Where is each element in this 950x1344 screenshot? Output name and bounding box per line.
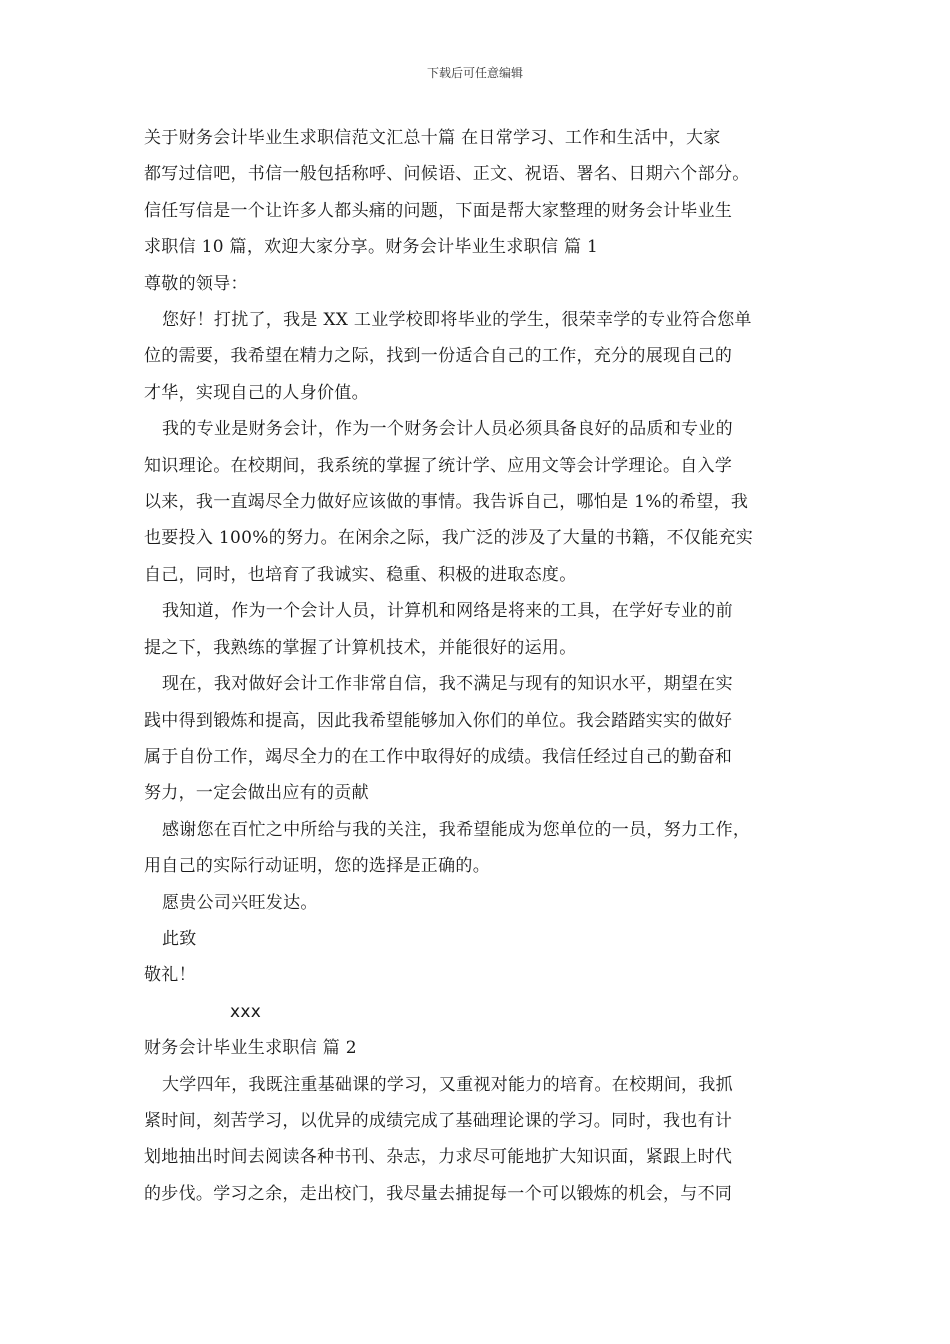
- body-line: 以来，我一直竭尽全力做好应该做的事情。我告诉自己，哪怕是 1%的希望，我: [144, 492, 749, 513]
- signature: xxx: [230, 1001, 262, 1022]
- body-line: 大学四年，我既注重基础课的学习，又重视对能力的培育。在校期间，我抓: [162, 1074, 733, 1095]
- body-line: 划地抽出时间去阅读各种书刊、杂志，力求尽可能地扩大知识面，紧跟上时代: [144, 1147, 733, 1168]
- title-line: 关于财务会计毕业生求职信范文汇总十篇 在日常学习、工作和生活中，大家: [144, 128, 721, 148]
- body-line: 属于自份工作，竭尽全力的在工作中取得好的成绩。我信任经过自己的勤奋和: [144, 746, 733, 767]
- body-line: 的步伐。学习之余，走出校门，我尽量去捕捉每一个可以锻炼的机会，与不同: [144, 1183, 733, 1204]
- body-line: 求职信 10 篇，欢迎大家分享。财务会计毕业生求职信 篇 1: [144, 237, 599, 258]
- body-line: 用自己的实际行动证明，您的选择是正确的。: [144, 856, 490, 877]
- salutation: 尊敬的领导：: [144, 273, 248, 294]
- body-line: 知识理论。在校期间，我系统的掌握了统计学、应用文等会计学理论。自入学: [144, 455, 733, 476]
- body-line: 践中得到锻炼和提高，因此我希望能够加入你们的单位。我会踏踏实实的做好: [144, 710, 733, 731]
- body-line: 信任写信是一个让许多人都头痛的问题，下面是帮大家整理的财务会计毕业生: [144, 200, 733, 221]
- body-line: 紧时间，刻苦学习，以优异的成绩完成了基础理论课的学习。同时，我也有计: [144, 1110, 733, 1131]
- body-line: 我的专业是财务会计，作为一个财务会计人员必须具备良好的品质和专业的: [162, 419, 733, 440]
- closing-salute: 敬礼！: [144, 965, 196, 986]
- document-body: [144, 120, 824, 1212]
- body-line: 也要投入 100%的努力。在闲余之际，我广泛的涉及了大量的书籍，不仅能充实: [144, 528, 754, 549]
- section-heading: 财务会计毕业生求职信 篇 2: [144, 1038, 357, 1059]
- body-line: 提之下，我熟练的掌握了计算机技术，并能很好的运用。: [144, 637, 577, 658]
- page-header-note: 下载后可任意编辑: [426, 66, 523, 80]
- body-line: 位的需要，我希望在精力之际，找到一份适合自己的工作，充分的展现自己的: [144, 346, 733, 367]
- body-line: 现在，我对做好会计工作非常自信，我不满足与现有的知识水平，期望在实: [162, 674, 733, 695]
- closing-wish: 愿贵公司兴旺发达。: [162, 892, 318, 913]
- body-line: 努力，一定会做出应有的贡献: [144, 783, 369, 804]
- body-line: 感谢您在百忙之中所给与我的关注，我希望能成为您单位的一员，努力工作，: [162, 819, 751, 840]
- body-line: 自己，同时，也培育了我诚实、稳重、积极的进取态度。: [144, 564, 577, 585]
- closing-phrase: 此致: [162, 928, 197, 949]
- body-line: 我知道，作为一个会计人员，计算机和网络是将来的工具，在学好专业的前: [162, 601, 733, 622]
- body-line: 才华，实现自己的人身价值。: [144, 382, 369, 403]
- body-line: 您好！打扰了，我是 XX 工业学校即将毕业的学生，很荣幸学的专业符合您单: [162, 310, 752, 331]
- body-line: 都写过信吧，书信一般包括称呼、问候语、正文、祝语、署名、日期六个部分。: [144, 164, 750, 185]
